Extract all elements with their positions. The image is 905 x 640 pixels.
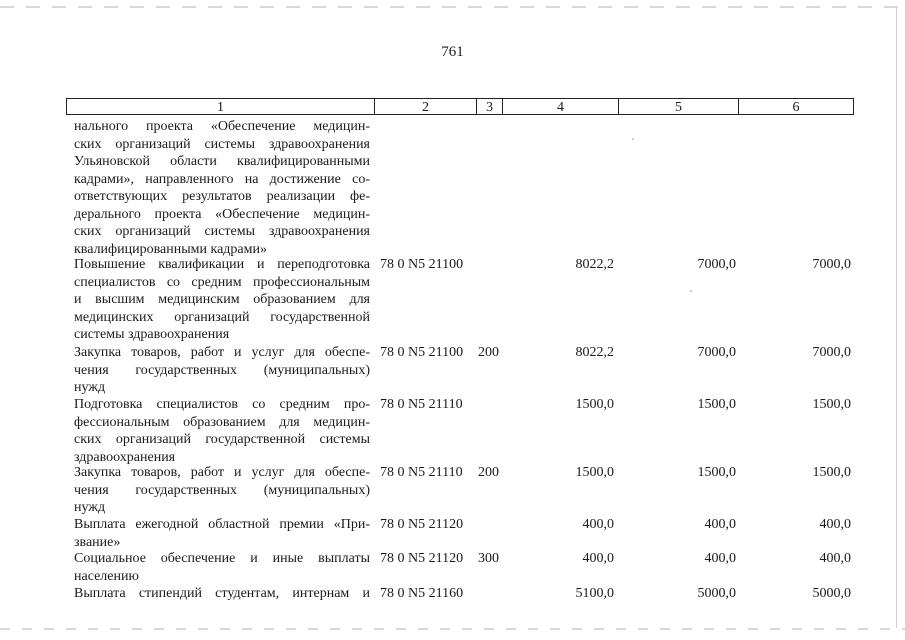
row-description [74,344,370,397]
row-value-4: 1500,0 [575,397,614,412]
text-line: квалифицированными кадрами» [74,241,267,257]
row-value-4: 8022,2 [575,257,614,272]
text-line: фессиональным образованием для медицин- [74,414,370,430]
row-code: 78 0 N5 21160 [380,586,464,601]
row-value-4: 400,0 [582,517,614,532]
row-description [74,118,370,258]
row-description [74,464,370,517]
text-line: ских организаций системы здравоохранения [74,224,370,239]
row-value-6: 7000,0 [812,257,851,272]
column-header-6: 6 [738,98,854,115]
text-line: Закупка товаров, работ и услуг для обеспе- [74,465,370,480]
column-header-5: 5 [618,98,738,115]
text-line: и высшим медицинским образованием для [74,292,370,307]
row-code: 78 0 N5 21120 [380,517,464,532]
row-code: 78 0 N5 21110 [380,397,463,412]
row-value-6: 1500,0 [812,397,851,412]
scan-speck [690,290,692,292]
text-line: чения государственных (муниципальных) [74,482,370,498]
row-value-5: 1500,0 [697,397,736,412]
text-line: Выплата стипендий студентам, интернам и [74,586,370,601]
text-line: звание» [74,534,121,550]
row-value-5: 7000,0 [697,345,736,360]
column-header-3: 3 [476,98,502,115]
row-description [74,396,370,466]
text-line: Подготовка специалистов со средним про- [74,397,370,412]
column-header-2: 2 [374,98,476,115]
row-type: 200 [478,465,499,480]
scan-speck [632,138,634,140]
row-code: 78 0 N5 21120 [380,551,464,566]
text-line: медицинских организаций государственной [74,309,370,325]
row-description [74,256,370,344]
row-value-4: 400,0 [582,551,614,566]
text-line: ских организаций государственной системы [74,432,370,447]
row-type: 200 [478,345,499,360]
row-value-5: 400,0 [704,551,736,566]
text-line: здравоохранения [74,449,176,465]
text-line: Выплата ежегодной областной премии «При- [74,517,370,532]
text-line: специалистов со средним профессиональным [74,274,370,290]
text-line: кадрами», направленного на достижение со- [74,171,370,187]
scan-edge-bottom [0,628,905,630]
row-code: 78 0 N5 21100 [380,345,464,360]
column-header-4: 4 [502,98,618,115]
row-code: 78 0 N5 21110 [380,465,463,480]
row-value-5: 1500,0 [697,465,736,480]
text-line: системы здравоохранения [74,327,230,342]
row-value-4: 1500,0 [575,465,614,480]
row-type: 300 [478,551,499,566]
table-header [66,98,854,116]
scan-edge-right [896,8,897,628]
text-line: населению [74,568,139,584]
row-value-6: 400,0 [819,551,851,566]
row-value-5: 7000,0 [697,257,736,272]
text-line: Повышение квалификации и переподготовка [74,257,370,272]
row-value-6: 1500,0 [812,465,851,480]
row-value-4: 8022,2 [575,345,614,360]
row-value-5: 400,0 [704,517,736,532]
page-number: 761 [441,44,464,60]
text-line: нужд [74,500,106,515]
row-description [74,550,370,585]
text-line: Закупка товаров, работ и услуг для обеспе- [74,345,370,360]
text-line: Ульяновской области квалифицированными [74,154,370,169]
text-line: дерального проекта «Обеспечение медицин- [74,206,370,222]
row-description [74,585,370,603]
text-line: нужд [74,380,106,395]
column-header-1: 1 [66,98,374,115]
row-value-6: 5000,0 [812,586,851,601]
text-line: ских организаций системы здравоохранения [74,136,370,152]
text-line: ответствующих результатов реализации фе- [74,189,370,204]
row-value-6: 400,0 [819,517,851,532]
text-line: Социальное обеспечение и иные выплаты [74,551,370,566]
row-value-6: 7000,0 [812,345,851,360]
scan-edge-top [0,6,905,8]
text-line: чения государственных (муниципальных) [74,362,370,378]
text-line: нального проекта «Обеспечение медицин- [74,119,370,134]
row-description [74,516,370,551]
row-code: 78 0 N5 21100 [380,257,464,272]
row-value-5: 5000,0 [697,586,736,601]
row-value-4: 5100,0 [575,586,614,601]
